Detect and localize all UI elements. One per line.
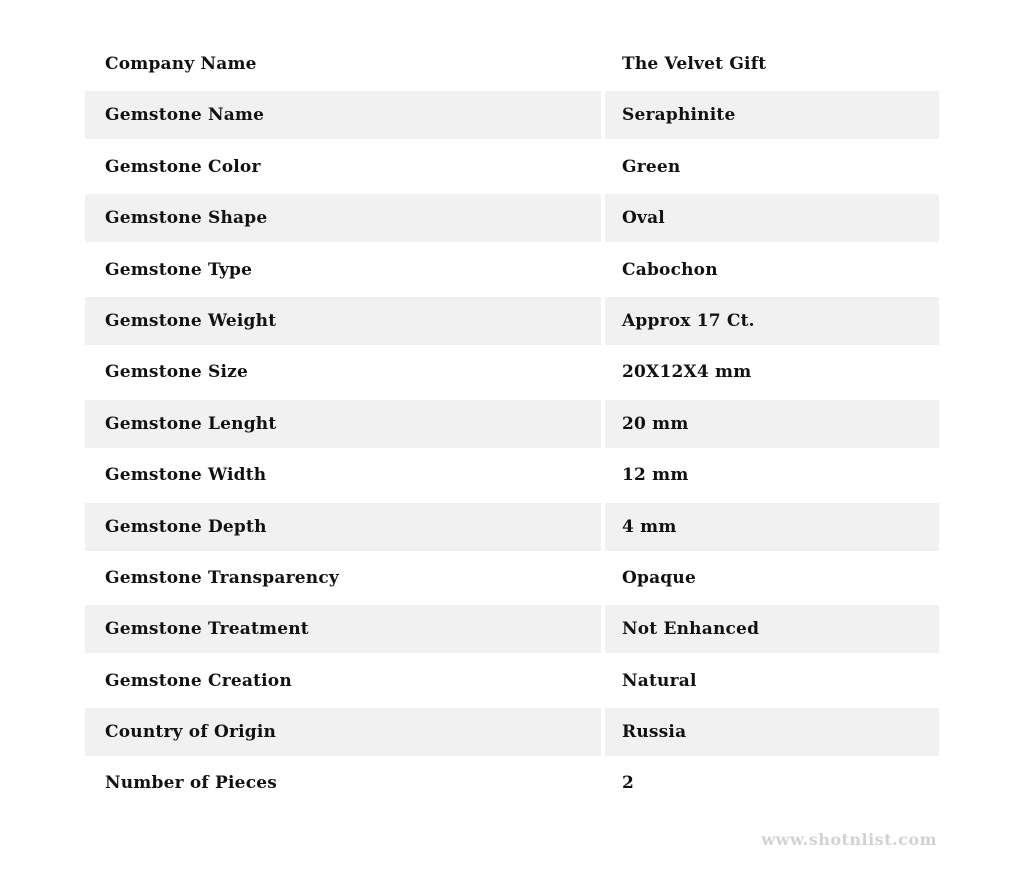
spec-label: Number of Pieces: [105, 773, 278, 794]
spec-label: Gemstone Transparency: [105, 567, 339, 588]
spec-value: 4 mm: [605, 503, 939, 551]
spec-value: Green: [622, 156, 681, 177]
spec-row: [85, 143, 939, 191]
spec-label: Gemstone Size: [105, 362, 248, 383]
spec-row: [85, 605, 939, 653]
spec-value: The Velvet Gift: [622, 54, 767, 74]
spec-value: Approx 17 Ct.: [605, 297, 939, 345]
spec-label: Gemstone Depth: [85, 503, 601, 551]
spec-row: [85, 708, 939, 756]
spec-label: Gemstone Color: [105, 156, 261, 177]
spec-row: [85, 400, 939, 448]
spec-value: Not Enhanced: [605, 605, 939, 653]
spec-value: 12 mm: [622, 465, 689, 486]
spec-label: Company Name: [105, 54, 257, 74]
spec-label: Gemstone Creation: [105, 670, 292, 691]
spec-label: Gemstone Type: [105, 259, 253, 280]
spec-label: Country of Origin: [85, 708, 601, 756]
spec-label: Gemstone Weight: [85, 297, 601, 345]
spec-row: [85, 40, 939, 88]
spec-value: 20 mm: [605, 400, 939, 448]
spec-row: [85, 246, 939, 294]
spec-label: Gemstone Treatment: [85, 605, 601, 653]
spec-value: 2: [622, 773, 635, 794]
spec-row: [85, 503, 939, 551]
spec-label: Gemstone Shape: [85, 194, 601, 242]
spec-value: Seraphinite: [605, 91, 939, 139]
spec-row: [85, 451, 939, 499]
spec-value: Russia: [605, 708, 939, 756]
watermark-text: www.shotnlist.com: [761, 830, 937, 849]
spec-value: Cabochon: [622, 259, 718, 280]
spec-label: Gemstone Lenght: [85, 400, 601, 448]
product-specs-table: [85, 40, 939, 807]
spec-row: [85, 759, 939, 807]
spec-value: 20X12X4 mm: [622, 362, 752, 383]
spec-value: Natural: [622, 670, 697, 691]
spec-label: Gemstone Width: [105, 465, 267, 486]
spec-row: [85, 194, 939, 242]
spec-label: Gemstone Name: [85, 91, 601, 139]
spec-value: Oval: [605, 194, 939, 242]
spec-row: [85, 297, 939, 345]
spec-row: [85, 348, 939, 396]
spec-row: [85, 657, 939, 705]
spec-value: Opaque: [622, 567, 696, 588]
spec-row: [85, 91, 939, 139]
spec-row: [85, 554, 939, 602]
